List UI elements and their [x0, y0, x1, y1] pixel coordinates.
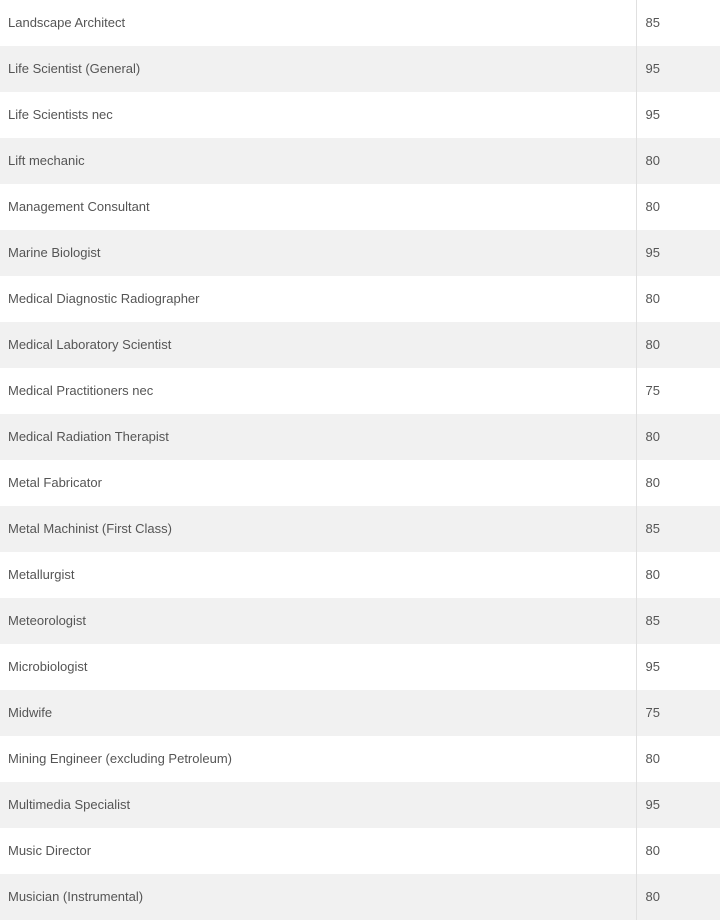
- points-cell: 80: [636, 460, 720, 506]
- occupation-cell: Mining Engineer (excluding Petroleum): [0, 736, 636, 782]
- table-row: [0, 322, 720, 368]
- table-row: [0, 736, 720, 782]
- table-row: [0, 46, 720, 92]
- table-row: [0, 598, 720, 644]
- occupation-cell: Life Scientist (General): [0, 46, 636, 92]
- occupation-cell: Metal Machinist (First Class): [0, 506, 636, 552]
- points-cell: 80: [636, 276, 720, 322]
- table-row: [0, 276, 720, 322]
- points-cell: 80: [636, 184, 720, 230]
- points-cell: 80: [636, 322, 720, 368]
- points-cell: 80: [636, 552, 720, 598]
- table-row: [0, 644, 720, 690]
- table-row: [0, 368, 720, 414]
- table-row: [0, 414, 720, 460]
- occupation-cell: Lift mechanic: [0, 138, 636, 184]
- table-row: [0, 506, 720, 552]
- occupation-cell: Medical Diagnostic Radiographer: [0, 276, 636, 322]
- points-cell: 80: [636, 138, 720, 184]
- table-row: [0, 690, 720, 736]
- occupation-cell: Meteorologist: [0, 598, 636, 644]
- points-cell: 80: [636, 874, 720, 920]
- occupation-cell: Music Director: [0, 828, 636, 874]
- occupation-cell: Landscape Architect: [0, 0, 636, 46]
- points-cell: 75: [636, 368, 720, 414]
- occupation-cell: Metallurgist: [0, 552, 636, 598]
- table-row: [0, 552, 720, 598]
- table-row: [0, 138, 720, 184]
- occupation-cell: Medical Radiation Therapist: [0, 414, 636, 460]
- occupation-cell: Marine Biologist: [0, 230, 636, 276]
- occupation-cell: Microbiologist: [0, 644, 636, 690]
- points-cell: 95: [636, 230, 720, 276]
- points-cell: 95: [636, 46, 720, 92]
- points-cell: 80: [636, 736, 720, 782]
- points-cell: 95: [636, 782, 720, 828]
- table-row: [0, 184, 720, 230]
- points-cell: 85: [636, 506, 720, 552]
- occupation-cell: Multimedia Specialist: [0, 782, 636, 828]
- table-row: [0, 828, 720, 874]
- occupation-cell: Medical Laboratory Scientist: [0, 322, 636, 368]
- table-row: [0, 92, 720, 138]
- occupation-cell: Midwife: [0, 690, 636, 736]
- occupation-cell: Management Consultant: [0, 184, 636, 230]
- occupation-cell: Medical Practitioners nec: [0, 368, 636, 414]
- occupation-cell: Life Scientists nec: [0, 92, 636, 138]
- occupation-cell: Musician (Instrumental): [0, 874, 636, 920]
- occupation-cell: Metal Fabricator: [0, 460, 636, 506]
- points-cell: 85: [636, 0, 720, 46]
- points-cell: 95: [636, 92, 720, 138]
- points-cell: 80: [636, 828, 720, 874]
- points-cell: 75: [636, 690, 720, 736]
- table-row: [0, 782, 720, 828]
- table-row: [0, 874, 720, 920]
- points-cell: 95: [636, 644, 720, 690]
- points-cell: 85: [636, 598, 720, 644]
- table-row: [0, 230, 720, 276]
- table-row: [0, 0, 720, 46]
- points-cell: 80: [636, 414, 720, 460]
- table-row: [0, 460, 720, 506]
